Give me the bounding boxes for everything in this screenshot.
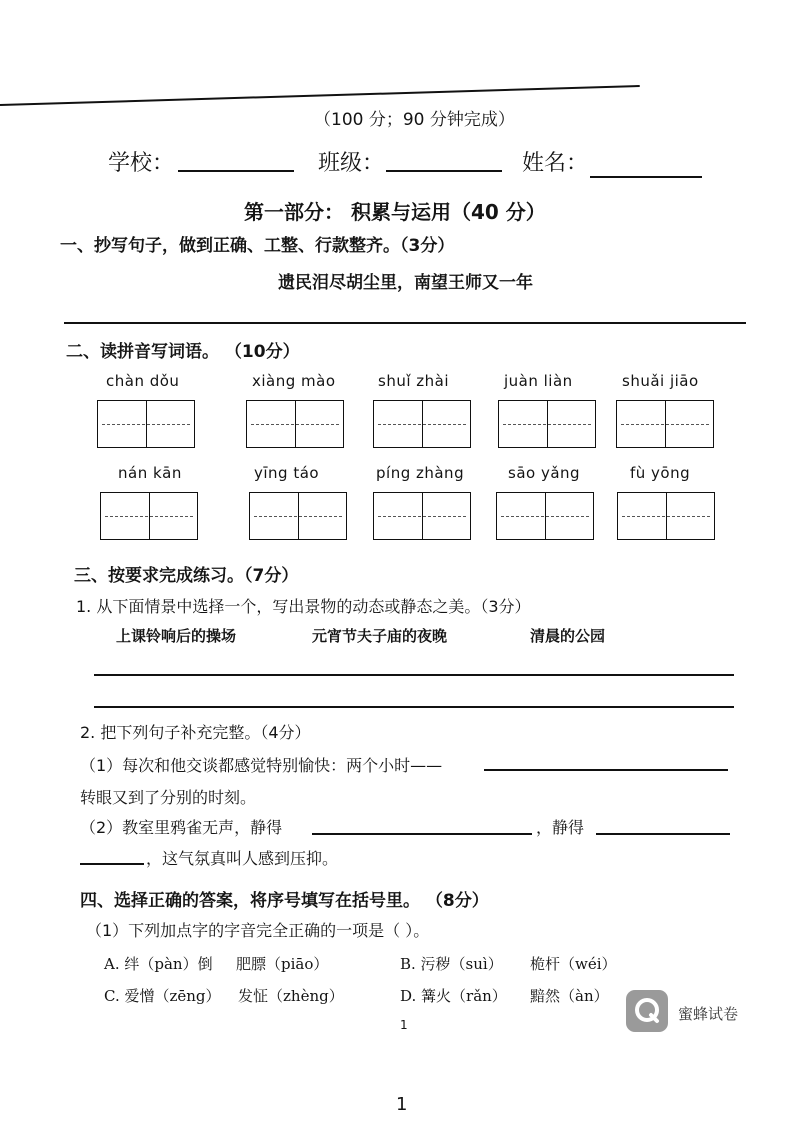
class-label: 班级：: [318, 151, 385, 176]
answer-box-8[interactable]: [373, 492, 471, 540]
answer-box-7[interactable]: [249, 492, 347, 540]
q3-sub2-line1-a: （1）每次和他交谈都感觉特别愉快：两个小时——: [80, 756, 443, 775]
q4-option-c1[interactable]: C. 爱憎（zēng）: [104, 987, 221, 1005]
q1-writing-line[interactable]: [64, 322, 746, 324]
answer-box-3[interactable]: [373, 400, 471, 448]
q3-sub2-line3: ，这气氛真叫人感到压抑。: [146, 849, 339, 868]
pinyin-1: chàn dǒu: [106, 372, 180, 390]
q4-option-a1[interactable]: A. 绊（pàn）倒: [104, 955, 213, 973]
q3-writing-line-2[interactable]: [94, 706, 734, 708]
score-time: （100 分；90 分钟完成）: [314, 110, 515, 130]
q3-writing-line-1[interactable]: [94, 674, 734, 676]
bee-logo-icon: [626, 990, 668, 1032]
q4-option-b2: 桅杆（wéi）: [530, 955, 617, 973]
q3-option-3: 清晨的公园: [530, 627, 606, 645]
q3-sub2-line1-b: 转眼又到了分别的时刻。: [80, 788, 257, 807]
name-label: 姓名：: [522, 151, 589, 176]
class-field[interactable]: [386, 170, 502, 172]
q3-option-1: 上课铃响后的操场: [116, 627, 237, 645]
q4-sub1-prompt: （1）下列加点字的字音完全正确的一项是（ ）。: [86, 921, 430, 940]
q1-sentence: 遗民泪尽胡尘里，南望王师又一年: [278, 273, 533, 293]
pinyin-6: nán kān: [118, 464, 182, 482]
q4-option-d1[interactable]: D. 篝火（rǎn）: [400, 987, 507, 1005]
pinyin-9: sāo yǎng: [508, 464, 581, 482]
name-field[interactable]: [590, 176, 702, 178]
q2-title: 二、读拼音写词语。 （10分）: [66, 342, 300, 362]
q4-option-c2: 发怔（zhèng）: [238, 987, 344, 1005]
watermark-logo: [626, 990, 668, 1032]
answer-box-10[interactable]: [617, 492, 715, 540]
answer-box-9[interactable]: [496, 492, 594, 540]
pinyin-4: juàn liàn: [504, 372, 573, 390]
pinyin-7: yīng táo: [254, 464, 320, 482]
part1-title: 第一部分： 积累与运用（40 分）: [244, 200, 546, 224]
answer-box-6[interactable]: [100, 492, 198, 540]
q4-option-b1[interactable]: B. 污秽（suì）: [400, 955, 503, 973]
top-rule: [0, 85, 640, 106]
q1-title: 一、抄写句子，做到正确、工整、行款整齐。（3分）: [60, 236, 455, 256]
q4-option-a2: 肥膘（piāo）: [236, 955, 329, 973]
q3-sub2-prompt: 2. 把下列句子补充完整。（4分）: [80, 723, 311, 742]
pinyin-8: píng zhàng: [376, 464, 465, 482]
page-number: 1: [396, 1094, 408, 1115]
q3-sub2-line2-a: （2）教室里鸦雀无声，静得: [80, 818, 283, 837]
pinyin-5: shuǎi jiāo: [622, 372, 699, 390]
school-label: 学校：: [108, 151, 175, 176]
q4-option-d2: 黯然（àn）: [530, 987, 609, 1005]
pinyin-2: xiàng mào: [252, 372, 336, 390]
pinyin-3: shuǐ zhài: [378, 372, 450, 390]
watermark-text: 蜜蜂试卷: [678, 1005, 739, 1023]
answer-box-5[interactable]: [616, 400, 714, 448]
answer-box-2[interactable]: [246, 400, 344, 448]
q3-option-2: 元宵节夫子庙的夜晚: [312, 627, 448, 645]
q3-sub2-line2-b: ，静得: [536, 818, 585, 837]
answer-box-1[interactable]: [97, 400, 195, 448]
q3-blank-1[interactable]: [484, 769, 728, 771]
small-page-mark: 1: [400, 1018, 408, 1032]
answer-box-4[interactable]: [498, 400, 596, 448]
q3-blank-2[interactable]: [312, 833, 532, 835]
q4-title: 四、选择正确的答案，将序号填写在括号里。 （8分）: [80, 891, 489, 911]
school-field[interactable]: [178, 170, 294, 172]
q3-sub1-prompt: 1. 从下面情景中选择一个，写出景物的动态或静态之美。（3分）: [76, 597, 531, 616]
q3-title: 三、按要求完成练习。（7分）: [74, 566, 299, 586]
q3-blank-4[interactable]: [80, 863, 144, 865]
q3-blank-3[interactable]: [596, 833, 730, 835]
pinyin-10: fù yōng: [630, 464, 691, 482]
